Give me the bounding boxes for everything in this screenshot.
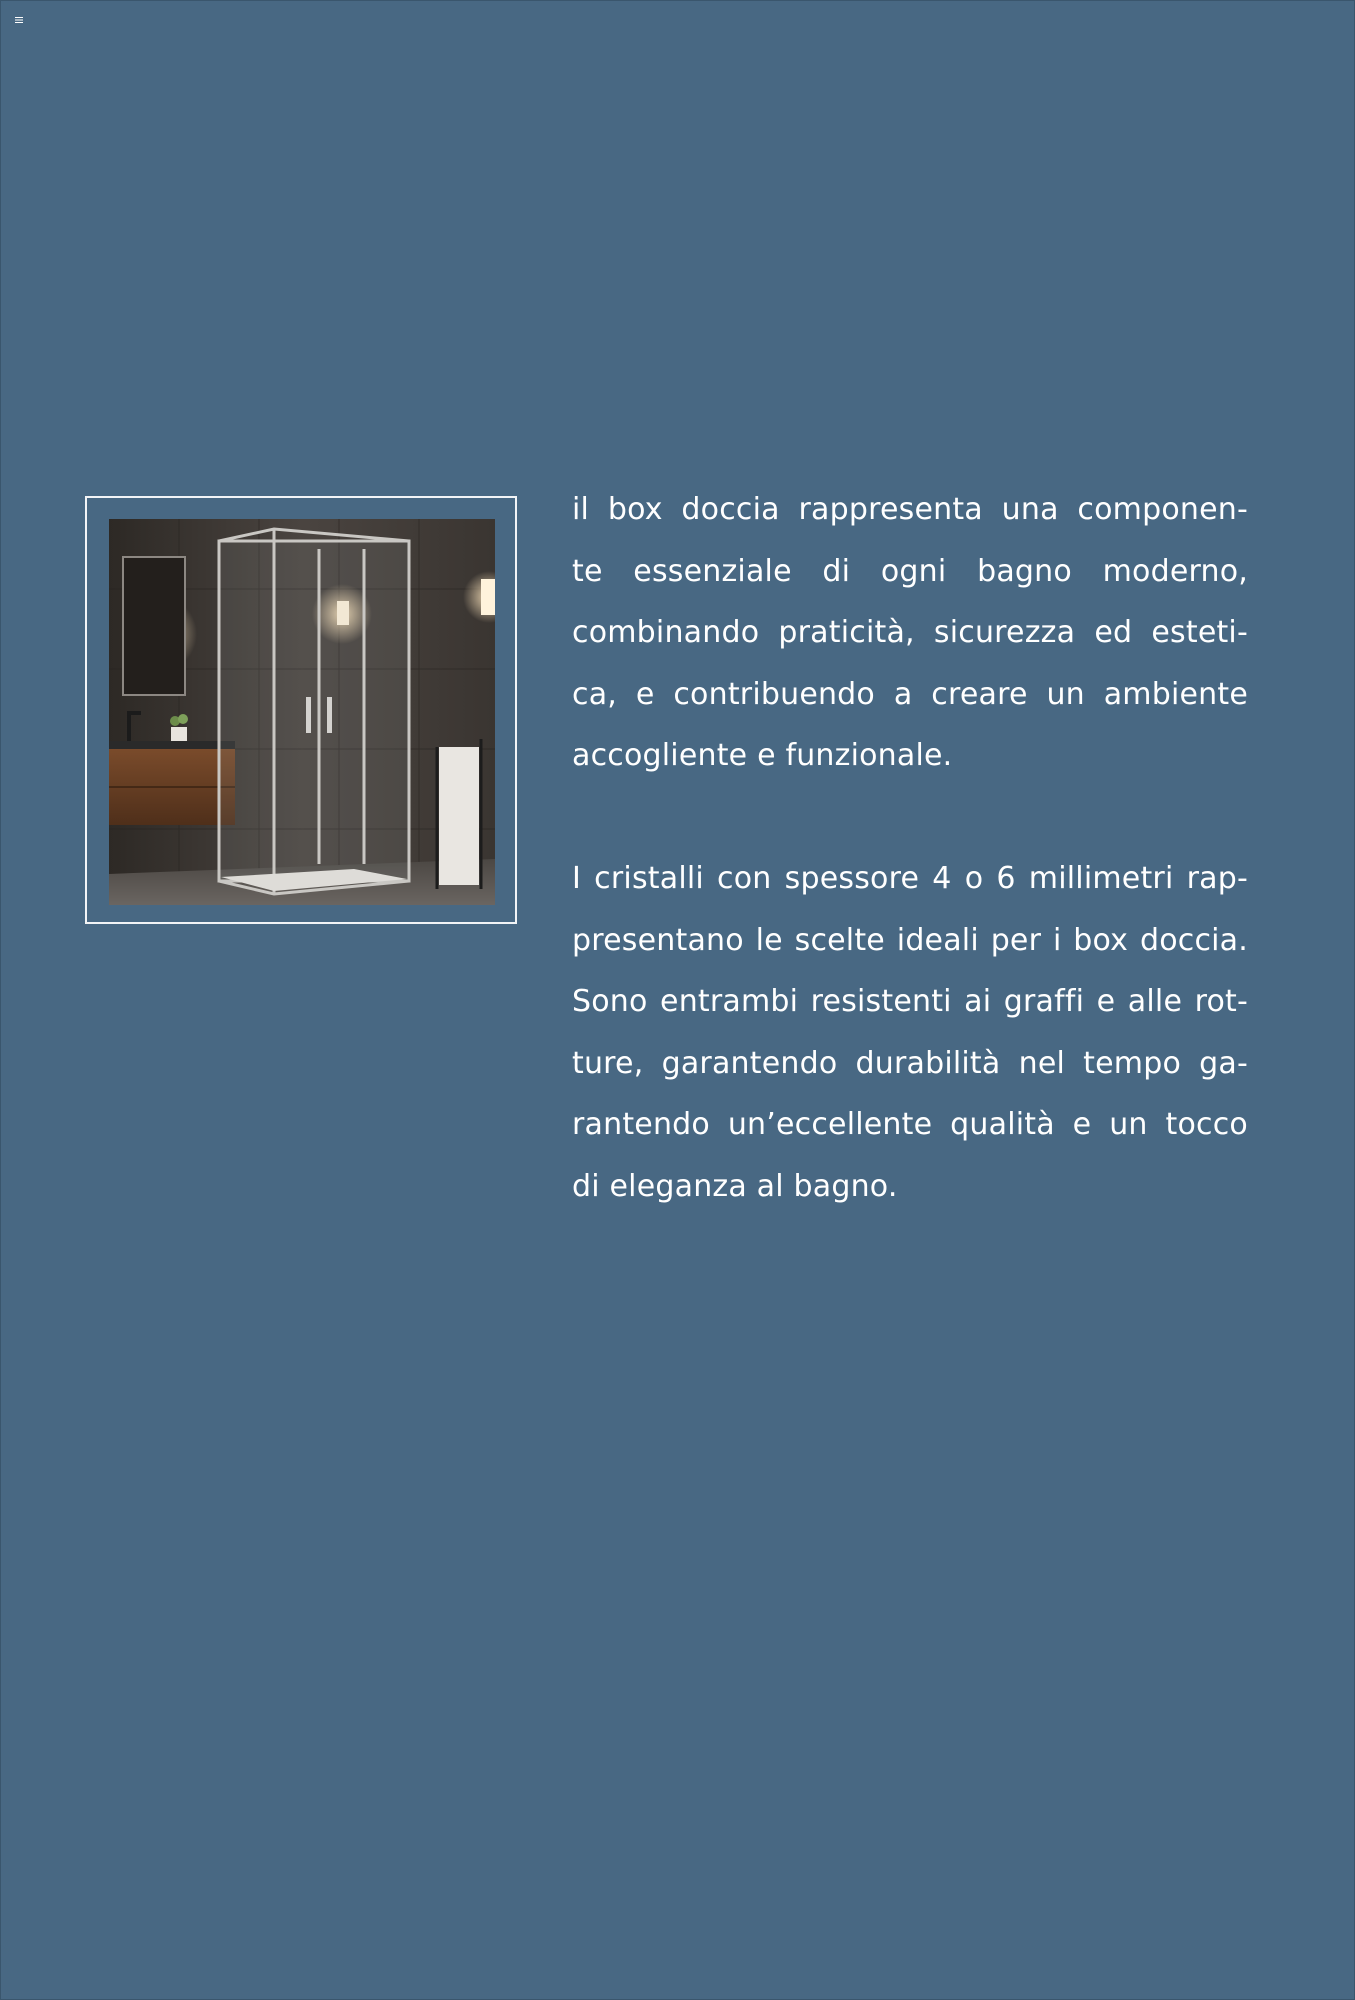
menu-icon[interactable] xyxy=(15,17,25,23)
text-line: presentano le scelte ideali per i box doccia. xyxy=(572,922,1248,958)
text-line: ca, e contribuendo a creare un ambiente xyxy=(572,676,1248,712)
text-line: ture, garantendo durabilità nel tempo ga- xyxy=(572,1045,1248,1081)
body-text xyxy=(572,479,1248,1217)
text-line: combinando praticità, sicurezza ed esteti- xyxy=(572,615,1248,650)
glass-paragraph xyxy=(572,848,1248,1217)
text-line: Sono entrambi resistenti ai graffi e alle rot- xyxy=(572,984,1248,1019)
text-line: te essenziale di ogni bagno moderno, xyxy=(572,553,1248,589)
text-line: rantendo un’eccellente qualità e un tocco xyxy=(572,1107,1248,1142)
text-line: I cristalli con spessore 4 o 6 millimetri rap- xyxy=(572,861,1248,896)
text-line: accogliente e funzionale. xyxy=(572,738,953,773)
text-line: di eleganza al bagno. xyxy=(572,1168,898,1204)
shower-enclosure-photo xyxy=(109,519,495,905)
text-line: il box doccia rappresenta una componen- xyxy=(572,492,1248,527)
photo-frame xyxy=(85,496,517,924)
intro-paragraph xyxy=(572,479,1248,787)
